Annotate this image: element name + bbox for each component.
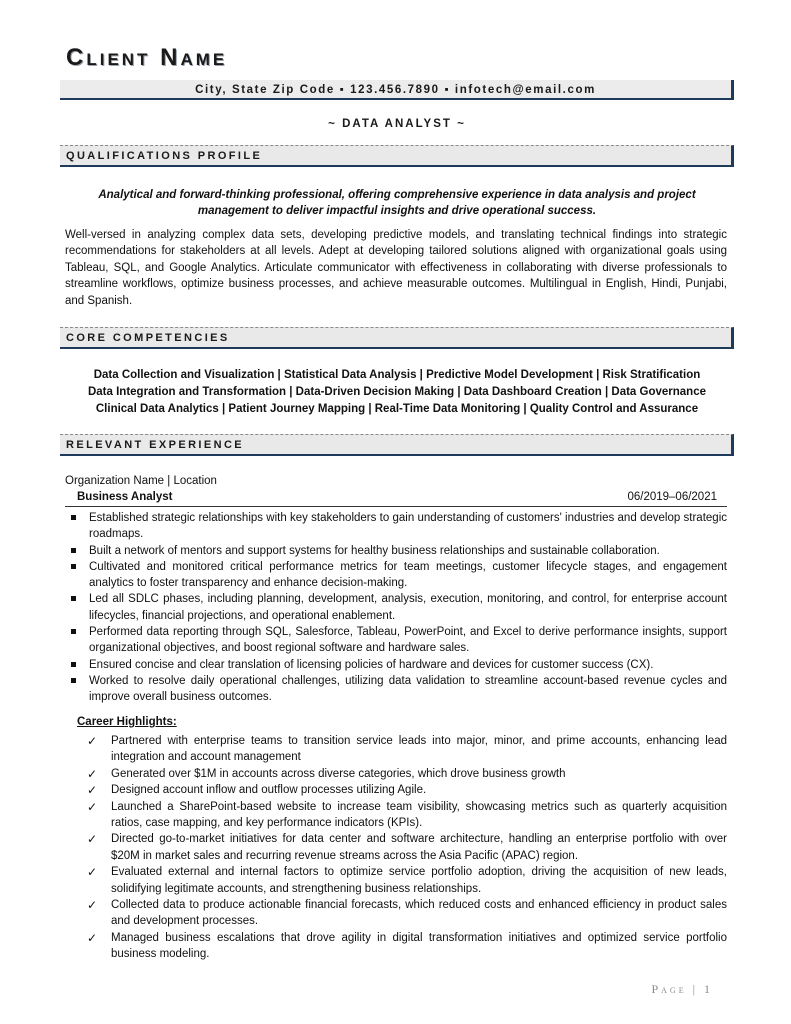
profile-intro: Analytical and forward-thinking professional, offering comprehensive experience in data analysis and project management to deliver impactful insights and drive operational success. bbox=[98, 189, 696, 217]
competency-line: Data Collection and Visualization | Statistical Data Analysis | Predictive Model Development | Risk Stratification bbox=[93, 369, 701, 381]
list-item-text: Performed data reporting through SQL, Salesforce, Tableau, PowerPoint, and Excel to derive performance insights, support organizational objectives, and boost regional software and hardware sales. bbox=[89, 626, 727, 655]
section-title: RELEVANT EXPERIENCE bbox=[66, 439, 245, 451]
list-item-text: Worked to resolve daily operational challenges, utilizing data validation to streamline account-based revenue cycles and improve overall business outcomes. bbox=[89, 674, 727, 704]
list-item bbox=[65, 591, 727, 624]
list-item-text: Evaluated external and internal factors to optimize service portfolio adoption, driving the acquisition of new leads, solidifying legitimate accounts, and strengthening business relationships. bbox=[111, 866, 727, 895]
list-item bbox=[65, 930, 727, 963]
square-bullet-icon bbox=[71, 629, 76, 634]
square-bullet-icon bbox=[71, 515, 76, 520]
checkmark-icon: ✓ bbox=[87, 766, 98, 781]
list-item-text: Led all SDLC phases, including planning, development, analysis, execution, monitoring, and control, for enterprise account lifecycles, financial projections, and operational enablement. bbox=[89, 593, 727, 622]
list-item-text: Collected data to produce actionable financial forecasts, which reduced costs and enhanced efficiency in product sales and development processes. bbox=[111, 899, 727, 928]
square-bullet-icon bbox=[71, 596, 76, 601]
square-bullet-icon bbox=[71, 564, 76, 569]
checkmark-icon: ✓ bbox=[87, 783, 98, 798]
role-title: Business Analyst bbox=[77, 491, 173, 503]
section-header-competencies bbox=[60, 327, 734, 349]
role-dates: 06/2019–06/2021 bbox=[627, 491, 717, 503]
list-item-text: Launched a SharePoint-based website to increase team visibility, showcasing metrics such as quarterly acquisition ratios, case mapping, and key performance indicators (KPIs). bbox=[111, 800, 727, 830]
competency-line: Data Integration and Transformation | Data-Driven Decision Making | Data Dashboard Creation | Data Governance bbox=[87, 386, 706, 398]
checkmark-icon: ✓ bbox=[87, 734, 98, 748]
list-item bbox=[65, 510, 727, 543]
list-item-text: Built a network of mentors and support systems for healthy business relationships and sustainable collaboration. bbox=[89, 544, 660, 557]
list-item bbox=[65, 831, 727, 864]
checkmark-icon: ✓ bbox=[87, 898, 98, 913]
list-item bbox=[65, 543, 727, 559]
list-item-text: Directed go-to-market initiatives for data center and software architecture, handling an enterprise portfolio with over $20M in market sales and recurring revenue streams across the Asia Pacific (APAC) region. bbox=[111, 833, 727, 862]
organization-location: Organization Name | Location bbox=[65, 475, 217, 487]
responsibility-list bbox=[65, 510, 727, 706]
list-item-text: Generated over $1M in accounts across diverse categories, which drove business growth bbox=[111, 767, 566, 780]
list-item bbox=[65, 673, 727, 706]
list-item bbox=[65, 782, 727, 798]
checkmark-icon: ✓ bbox=[87, 865, 98, 880]
list-item bbox=[65, 624, 727, 657]
competencies-list bbox=[60, 367, 734, 418]
square-bullet-icon bbox=[71, 548, 76, 553]
list-item bbox=[65, 559, 727, 592]
competency-line: Clinical Data Analytics | Patient Journey Mapping | Real-Time Data Monitoring | Quality Control and Assurance bbox=[95, 403, 699, 415]
list-item-text: Ensured concise and clear translation of licensing policies of hardware and devices for customer success (CX). bbox=[89, 658, 654, 671]
list-item bbox=[65, 864, 727, 897]
section-title: CORE COMPETENCIES bbox=[66, 332, 230, 344]
profile-paragraph: Well-versed in analyzing complex data sets, developing predictive models, and translating technical findings into strategic recommendations for stakeholders at all levels. Adept at developing tailored solutions aligned with organizational goals using Tableau, SQL, and Google Analytics. Articulate communicator with effectiveness in collaborating with diverse professionals to streamline workflows, optimize business processes, and achieve measurable outcomes. Multilingual in English, Hindi, Punjabi, and Spanish. bbox=[65, 229, 727, 307]
section-header-experience bbox=[60, 434, 734, 456]
list-item-text: Cultivated and monitored critical performance metrics for team meetings, customer lifecycle stages, and engagement analytics to foster transparency and enhance decision-making. bbox=[89, 560, 727, 590]
contact-bar bbox=[60, 80, 734, 100]
career-highlights-list bbox=[65, 733, 727, 963]
list-item-text: Designed account inflow and outflow processes utilizing Agile. bbox=[111, 784, 427, 797]
list-item bbox=[65, 733, 727, 766]
role-row bbox=[65, 491, 727, 507]
list-item bbox=[65, 799, 727, 832]
page-number: Page | 1 bbox=[651, 982, 713, 996]
list-item bbox=[65, 657, 727, 673]
checkmark-icon: ✓ bbox=[87, 832, 98, 847]
client-name: Client Name bbox=[66, 44, 228, 71]
career-highlights-label: Career Highlights: bbox=[77, 716, 177, 728]
checkmark-icon: ✓ bbox=[87, 930, 98, 945]
list-item-text: Managed business escalations that drove agility in digital transformation initiatives and optimized service portfolio business modeling. bbox=[111, 931, 727, 961]
list-item bbox=[65, 897, 727, 930]
checkmark-icon: ✓ bbox=[87, 799, 98, 814]
square-bullet-icon bbox=[71, 678, 76, 683]
list-item-text: Partnered with enterprise teams to transition service leads into major, minor, and prime accounts, enhancing lead integration and account management bbox=[111, 735, 727, 764]
section-title: QUALIFICATIONS PROFILE bbox=[66, 150, 263, 162]
list-item bbox=[65, 766, 727, 782]
list-item-text: Established strategic relationships with key stakeholders to gain understanding of customers' industries and develop strategic roadmaps. bbox=[89, 512, 727, 541]
job-title: ~ DATA ANALYST ~ bbox=[328, 118, 466, 130]
contact-info: City, State Zip Code ▪ 123.456.7890 ▪ infotech@email.com bbox=[195, 84, 596, 96]
square-bullet-icon bbox=[71, 662, 76, 667]
section-header-qualifications bbox=[60, 145, 734, 167]
